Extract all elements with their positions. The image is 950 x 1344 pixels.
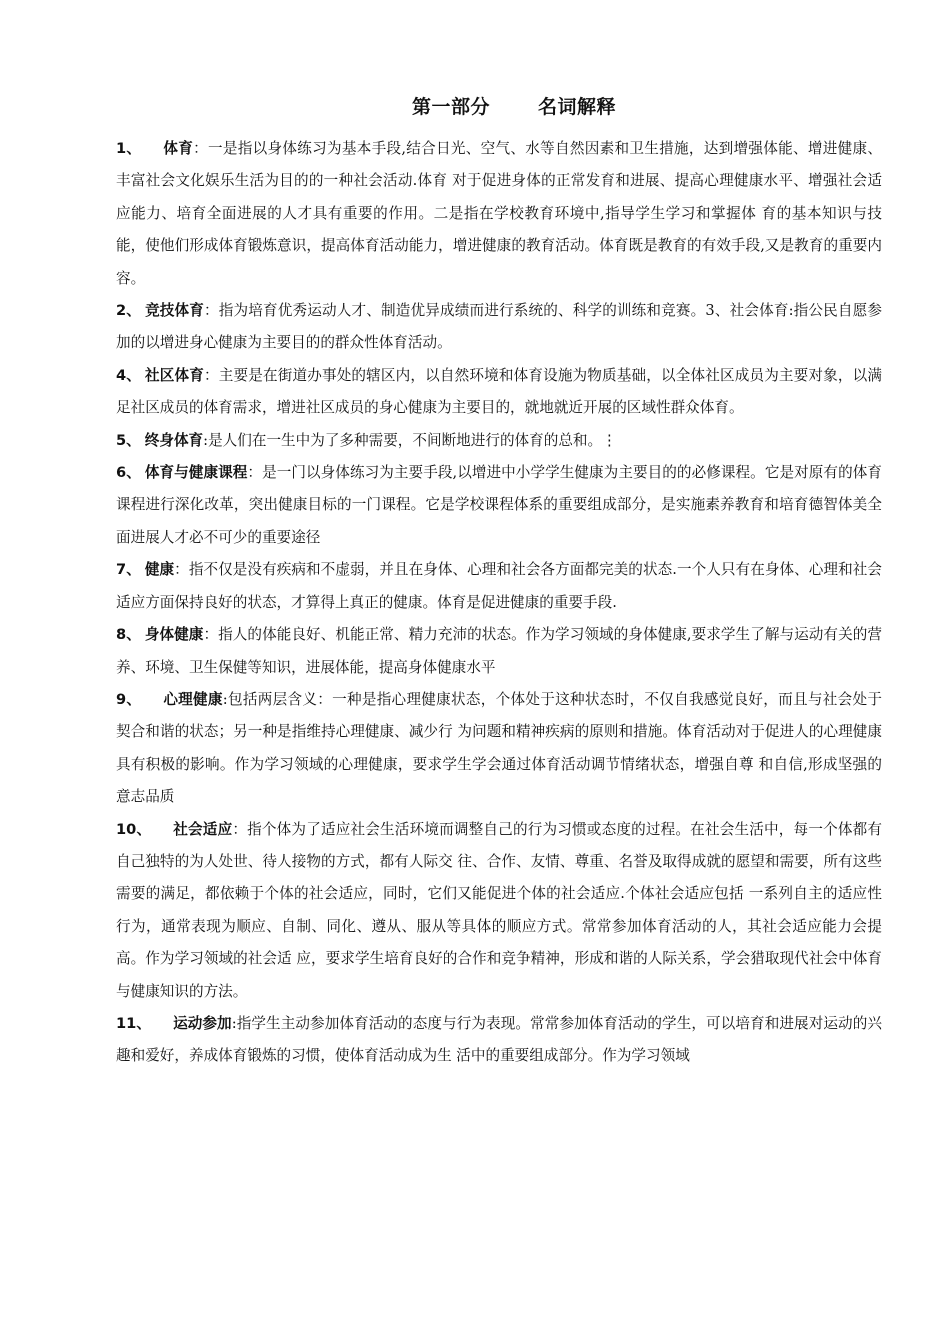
entry-number: 10、 [116,820,152,838]
entry-separator: : [222,690,228,708]
entry-number: 4、 [116,366,142,384]
entry-separator: ： [174,561,189,579]
entry-number: 1、 [116,140,142,157]
entry-separator: ： [204,366,219,384]
entry-term: 体育与健康课程 [144,464,248,482]
section-title-part: 第一部分 [411,96,490,118]
entry-term: 运动参加 [173,1014,232,1032]
entry-term: 身体健康 [144,626,204,644]
entry-1 [116,133,882,295]
entry-separator: ： [232,820,248,838]
entry-definition: 指为培育优秀运动人才、制造优异成绩而进行系统的、科学的训练和竞赛。3、社会体育:指公民自愿参加的以增进身心健康为主要目的的群众性体育活动。 [116,302,882,352]
entry-separator: ： [247,464,263,482]
entry-number: 2、 [116,302,142,320]
entry-7 [116,554,882,619]
section-title-name: 名词解释 [538,96,617,118]
entry-term: 社会适应 [173,820,233,838]
entry-separator: : [231,1014,237,1032]
entry-4 [116,360,882,425]
entry-term: 健康 [144,561,175,579]
entry-separator: : [203,431,209,449]
section-title [116,92,882,119]
entry-term: 终身体育 [144,431,204,449]
entry-definition: 指不仅是没有疾病和不虚弱，并且在身体、心理和社会各方面都完美的状态.一个人只有在身体、心理和社会适应方面保持良好的状态，才算得上真正的健康。体育是促进健康的重要手段. [116,561,882,611]
entry-number: 9、 [116,690,142,708]
entry-separator: ： [204,302,219,320]
entry-6 [116,457,882,554]
entry-number: 6、 [116,464,141,482]
entry-8 [116,619,882,684]
entry-separator: ： [203,626,219,644]
entry-2 [116,295,882,360]
entry-number: 7、 [116,561,141,579]
entry-number: 8、 [116,626,141,644]
entry-definition: 指个体为了适应社会生活环境而调整自己的行为习惯或态度的过程。在社会生活中，每一个体都有自己独特的为人处世、待人接物的方式，都有人际交 往、合作、友情、尊重、名誉及取得成就的愿望和需要，所有这些需要的满足，都依赖于个体的社会适应，同时，它们又能促进个体的社会适应.个体社会适应包括 一系列自主的适应性行为，通常表现为顺应、自制、同化、遵从、服从等具体的顺应方式。常常参加体育活动的人，其社会适应能力会提高。作为学习领域的社会适 应，要求学生培育良好的合作和竞争精神，形成和谐的人际关系，学会猎取现代社会中体育与健康知识的方法。 [116,820,882,1000]
entry-separator: ： [193,140,208,157]
entry-term: 体育 [163,140,194,157]
entry-definition: 指学生主动参加体育活动的态度与行为表现。常常参加体育活动的学生，可以培育和进展对运动的兴趣和爱好，养成体育锻炼的习惯，使体育活动成为生 活中的重要组成部分。作为学习领域 [116,1014,882,1065]
entry-term: 社区体育 [145,366,205,384]
entry-term: 竞技体育 [145,302,205,320]
entry-10 [116,814,882,1008]
entry-definition: 主要是在街道办事处的辖区内，以自然环境和体育设施为物质基础，以全体社区成员为主要对象，以满足社区成员的体育需求，增进社区成员的身心健康为主要目的，就地就近开展的区域性群众体育。 [116,366,882,417]
entry-number: 11、 [116,1014,152,1032]
entry-definition: 一是指以身体练习为基本手段,结合日光、空气、水等自然因素和卫生措施，达到增强体能、增进健康、丰富社会文化娱乐生活为目的的一种社会活动.体育 对于促进身体的正常发育和进展、提高心理健康水平、增强社会适应能力、培育全面进展的人才具有重要的作用。二是指在学校教育环境中,指导学生学习和掌握体 育的基本知识与技能，使他们形成体育锻炼意识，提高体育活动能力，增进健康的教育活动。体育既是教育的有效手段,又是教育的重要内容。 [116,140,882,287]
entry-definition: 是一门以身体练习为主要手段,以增进中小学学生健康为主要目的的必修课程。它是对原有的体育课程进行深化改革，突出健康目标的一门课程。它是学校课程体系的重要组成部分，是实施素养教育和培育德智体美全面进展人才必不可少的重要途径 [116,464,882,546]
entry-9 [116,684,882,814]
entry-definition: 指人的体能良好、机能正常、精力充沛的状态。作为学习领域的身体健康,要求学生了解与运动有关的营养、环境、卫生保健等知识，进展体能，提高身体健康水平 [116,626,882,676]
entry-11 [116,1008,882,1073]
entry-definition: 是人们在一生中为了多种需要，不间断地进行的体育的总和。⋮ [208,431,617,449]
entry-term: 心理健康 [163,690,223,708]
entry-5 [116,425,882,457]
entry-number: 5、 [116,431,141,449]
entry-definition: 包括两层含义：一种是指心理健康状态，个体处于这种状态时，不仅自我感觉良好，而且与社会处于契合和谐的状态；另一种是指维持心理健康、减少行 为问题和精神疾病的原则和措施。体育活动对于促进人的心理健康具有积极的影响。作为学习领域的心理健康，要求学生学会通过体育活动调节情绪状态，增强自尊 和自信,形成坚强的意志品质 [116,690,882,806]
